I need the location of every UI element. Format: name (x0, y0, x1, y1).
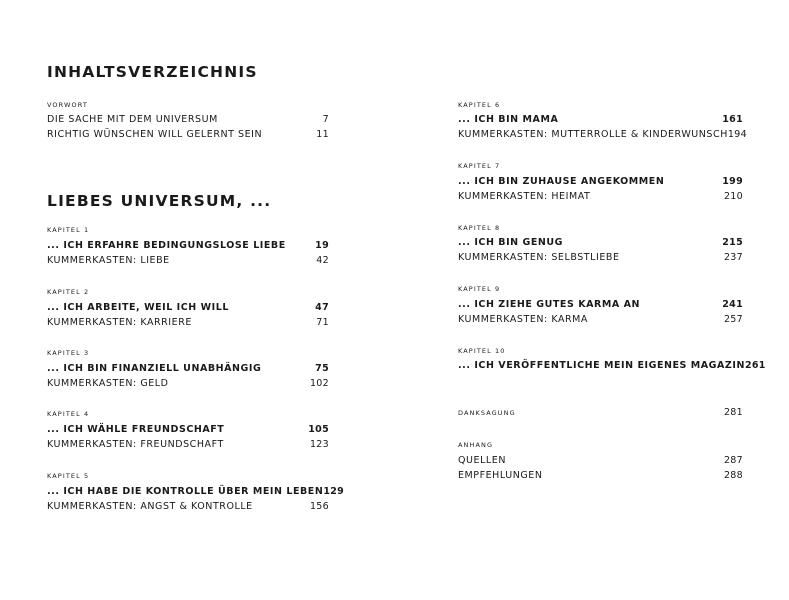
entry-title: EMPFEHLUNGEN (458, 470, 543, 481)
chapter-page: 241 (722, 299, 743, 310)
chapter-label: KAPITEL 3 (47, 349, 90, 357)
entry-title: QUELLEN (458, 455, 506, 466)
kummerkasten-title: KUMMERKASTEN: GELD (47, 378, 169, 389)
chapter-title: ... ICH BIN ZUHAUSE ANGEKOMMEN (458, 176, 665, 187)
chapter-entry[interactable] (458, 114, 743, 129)
danksagung-row (458, 405, 743, 420)
toc-entry[interactable] (47, 129, 329, 144)
chapter-label: KAPITEL 4 (47, 410, 90, 418)
danksagung-entry[interactable] (458, 405, 743, 420)
chapter-title: ... ICH BIN MAMA (458, 114, 559, 125)
danksagung-label: DANKSAGUNG (458, 408, 516, 417)
chapter-block (47, 302, 329, 332)
kummerkasten-title: KUMMERKASTEN: FREUNDSCHAFT (47, 439, 224, 450)
kummerkasten-page: 210 (723, 191, 743, 202)
danksagung-page: 281 (723, 407, 743, 418)
kummerkasten-entry[interactable] (458, 129, 747, 144)
chapter-label: KAPITEL 6 (458, 101, 501, 109)
kummerkasten-title: KUMMERKASTEN: MUTTERROLLE & KINDERWUNSCH (458, 129, 728, 140)
chapter-block (47, 240, 329, 270)
kummerkasten-title: KUMMERKASTEN: LIEBE (47, 255, 170, 266)
chapter-label: KAPITEL 1 (47, 226, 90, 234)
chapter-label: KAPITEL 5 (47, 472, 90, 480)
chapter-page: 215 (722, 237, 743, 248)
entry-page: 287 (723, 455, 743, 466)
kummerkasten-page: 257 (723, 314, 743, 325)
chapter-entry[interactable] (47, 486, 345, 501)
kummerkasten-title: KUMMERKASTEN: KARRIERE (47, 317, 192, 328)
kummerkasten-entry[interactable] (458, 314, 743, 329)
toc-entry[interactable] (47, 114, 329, 129)
chapter-title: ... ICH BIN FINANZIELL UNABHÄNGIG (47, 363, 262, 374)
kummerkasten-entry[interactable] (47, 378, 329, 393)
anhang-label: ANHANG (458, 441, 494, 449)
chapter-label: KAPITEL 8 (458, 224, 501, 232)
chapter-label: KAPITEL 2 (47, 288, 90, 296)
toc-entry[interactable] (458, 470, 743, 485)
chapter-block (47, 363, 329, 393)
chapter-label: KAPITEL 10 (458, 347, 506, 355)
chapter-title: ... ICH HABE DIE KONTROLLE ÜBER MEIN LEBEN (47, 486, 324, 497)
chapter-page: 47 (315, 302, 329, 313)
chapter-entry[interactable] (458, 299, 743, 314)
anhang-entries (458, 455, 743, 485)
chapter-page: 105 (308, 424, 329, 435)
toc-heading: INHALTSVERZEICHNIS (47, 63, 258, 81)
chapter-entry[interactable] (47, 424, 329, 439)
chapter-block (458, 114, 747, 144)
kummerkasten-page: 71 (316, 317, 329, 328)
chapter-page: 19 (315, 240, 329, 251)
entry-title: DIE SACHE MIT DEM UNIVERSUM (47, 114, 218, 125)
chapter-block (458, 360, 766, 375)
entry-page: 7 (322, 114, 329, 125)
toc-entry[interactable] (458, 455, 743, 470)
kummerkasten-entry[interactable] (47, 317, 329, 332)
kummerkasten-page: 42 (316, 255, 329, 266)
kummerkasten-entry[interactable] (458, 252, 743, 267)
chapter-entry[interactable] (458, 176, 743, 191)
vorwort-entries (47, 114, 329, 144)
kummerkasten-entry[interactable] (47, 255, 329, 270)
entry-page: 11 (316, 129, 329, 140)
chapter-entry[interactable] (458, 237, 743, 252)
kummerkasten-page: 156 (309, 501, 329, 512)
entry-title: RICHTIG WÜNSCHEN WILL GELERNT SEIN (47, 129, 263, 140)
chapter-title: ... ICH VERÖFFENTLICHE MEIN EIGENES MAGAZIN (458, 360, 745, 371)
kummerkasten-title: KUMMERKASTEN: SELBSTLIEBE (458, 252, 620, 263)
vorwort-label: VORWORT (47, 101, 88, 109)
chapter-entry[interactable] (47, 363, 329, 378)
chapter-block (47, 424, 329, 454)
chapter-page: 75 (315, 363, 329, 374)
section-title: LIEBES UNIVERSUM, ... (47, 192, 272, 210)
chapter-block (458, 299, 743, 329)
chapter-entry[interactable] (47, 240, 329, 255)
chapter-label: KAPITEL 7 (458, 162, 501, 170)
kummerkasten-page: 123 (309, 439, 329, 450)
chapter-label: KAPITEL 9 (458, 285, 501, 293)
chapter-page: 129 (323, 486, 345, 497)
entry-page: 288 (723, 470, 743, 481)
chapter-block (458, 176, 743, 206)
chapter-title: ... ICH BIN GENUG (458, 237, 564, 248)
chapter-page: 161 (722, 114, 743, 125)
kummerkasten-entry[interactable] (458, 191, 743, 206)
chapter-title: ... ICH ERFAHRE BEDINGUNGSLOSE LIEBE (47, 240, 286, 251)
chapter-page: 261 (744, 360, 766, 371)
chapter-title: ... ICH ARBEITE, WEIL ICH WILL (47, 302, 229, 313)
kummerkasten-entry[interactable] (47, 501, 329, 516)
chapter-title: ... ICH ZIEHE GUTES KARMA AN (458, 299, 641, 310)
kummerkasten-entry[interactable] (47, 439, 329, 454)
kummerkasten-page: 194 (727, 129, 747, 140)
kummerkasten-title: KUMMERKASTEN: ANGST & KONTROLLE (47, 501, 253, 512)
kummerkasten-title: KUMMERKASTEN: HEIMAT (458, 191, 591, 202)
kummerkasten-page: 237 (723, 252, 743, 263)
chapter-title: ... ICH WÄHLE FREUNDSCHAFT (47, 424, 225, 435)
chapter-entry[interactable] (47, 302, 329, 317)
chapter-entry[interactable] (458, 360, 766, 375)
kummerkasten-page: 102 (309, 378, 329, 389)
kummerkasten-title: KUMMERKASTEN: KARMA (458, 314, 588, 325)
chapter-block (47, 486, 345, 516)
chapter-page: 199 (722, 176, 743, 187)
chapter-block (458, 237, 743, 267)
